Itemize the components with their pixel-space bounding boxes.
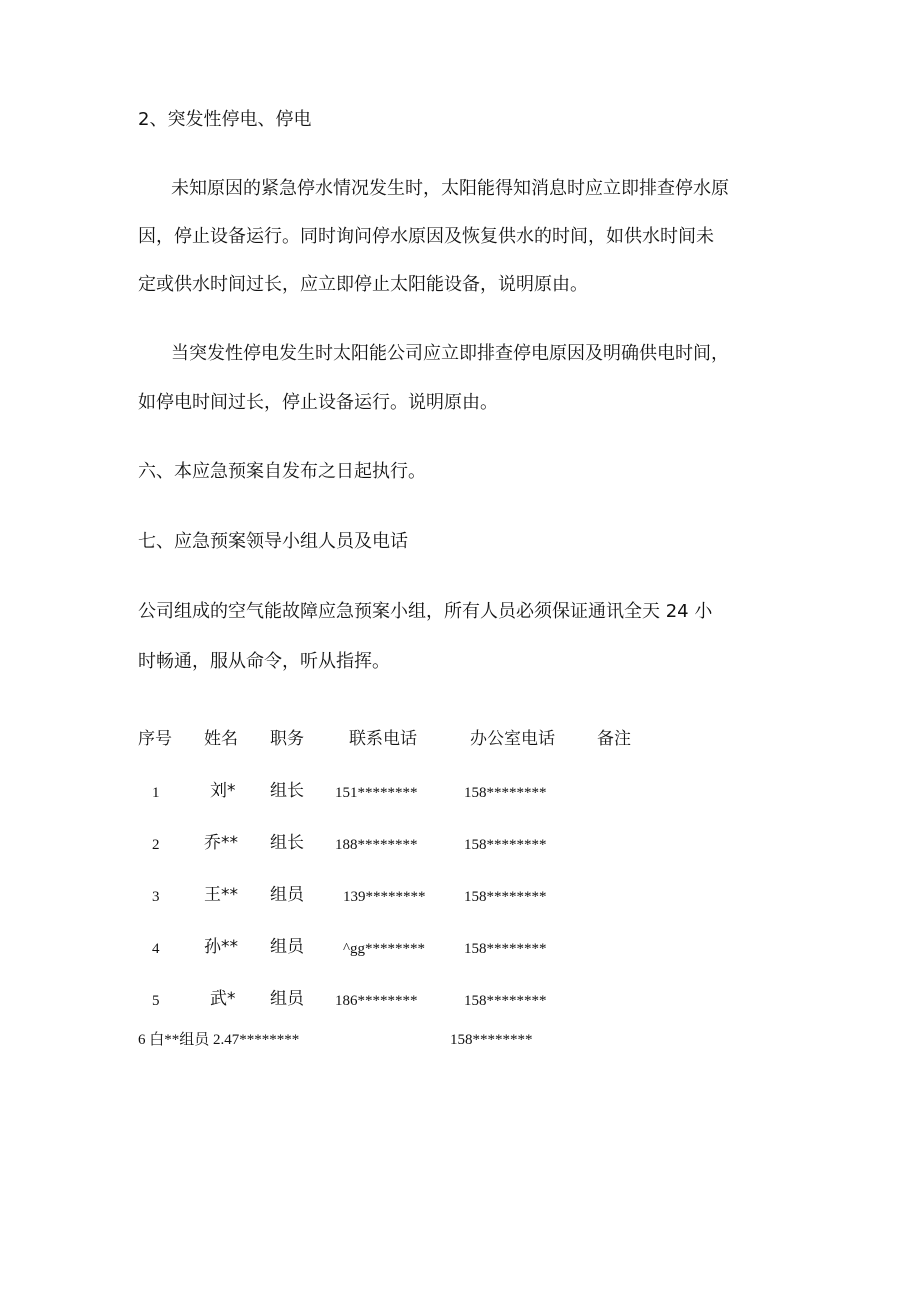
row-office-phone: 158******** <box>450 1032 533 1048</box>
row-index: 4 <box>152 941 160 957</box>
section-heading-power-outage: 2、突发性停电、停电 <box>138 109 312 130</box>
row-role: 组员 <box>270 989 304 1009</box>
paragraph-line: 因，停止设备运行。同时询问停水原因及恢复供水的时间，如供水时间未 <box>138 226 714 247</box>
row-office-phone: 158******** <box>464 889 547 905</box>
row-office-phone: 158******** <box>464 785 547 801</box>
paragraph-line: 公司组成的空气能故障应急预案小组，所有人员必须保证通讯全天 24 小 <box>138 601 713 622</box>
row-name: 武* <box>210 989 236 1009</box>
section-six-heading: 六、本应急预案自发布之日起执行。 <box>138 461 426 482</box>
header-cell: 序号 <box>138 729 172 749</box>
row-index: 3 <box>152 889 160 905</box>
row-name: 刘* <box>210 781 236 801</box>
paragraph-line: 未知原因的紧急停水情况发生时，太阳能得知消息时应立即排查停水原 <box>171 178 729 199</box>
paragraph-line: 定或供水时间过长，应立即停止太阳能设备，说明原由。 <box>138 274 588 295</box>
row-phone: 151******** <box>335 785 418 801</box>
row-role: 组长 <box>270 833 304 853</box>
row-name: 孙** <box>204 937 238 957</box>
paragraph-line: 当突发性停电发生时太阳能公司应立即排查停电原因及明确供电时间， <box>171 343 729 364</box>
row-office-phone: 158******** <box>464 941 547 957</box>
row-office-phone: 158******** <box>464 993 547 1009</box>
row-role: 组长 <box>270 781 304 801</box>
row-name: 王** <box>204 885 238 905</box>
row-phone: 188******** <box>335 837 418 853</box>
row-role: 组员 <box>270 885 304 905</box>
row-index: 2 <box>152 837 160 853</box>
last-row-text: 6 白**组员 2.47******** <box>138 1032 300 1048</box>
row-index: 5 <box>152 993 160 1009</box>
header-cell: 职务 <box>270 729 304 749</box>
row-index: 1 <box>152 785 160 801</box>
header-cell: 备注 <box>597 729 631 749</box>
row-phone: ^gg******** <box>343 941 426 957</box>
row-phone: 139******** <box>343 889 426 905</box>
row-office-phone: 158******** <box>464 837 547 853</box>
row-role: 组员 <box>270 937 304 957</box>
section-seven-heading: 七、应急预案领导小组人员及电话 <box>138 531 408 552</box>
paragraph-line: 时畅通，服从命令，听从指挥。 <box>138 651 390 672</box>
row-name: 乔** <box>204 833 238 853</box>
header-cell: 联系电话 <box>349 729 417 749</box>
header-cell: 姓名 <box>204 729 238 749</box>
header-cell: 办公室电话 <box>470 729 555 749</box>
row-phone: 186******** <box>335 993 418 1009</box>
paragraph-line: 如停电时间过长，停止设备运行。说明原由。 <box>138 392 498 413</box>
